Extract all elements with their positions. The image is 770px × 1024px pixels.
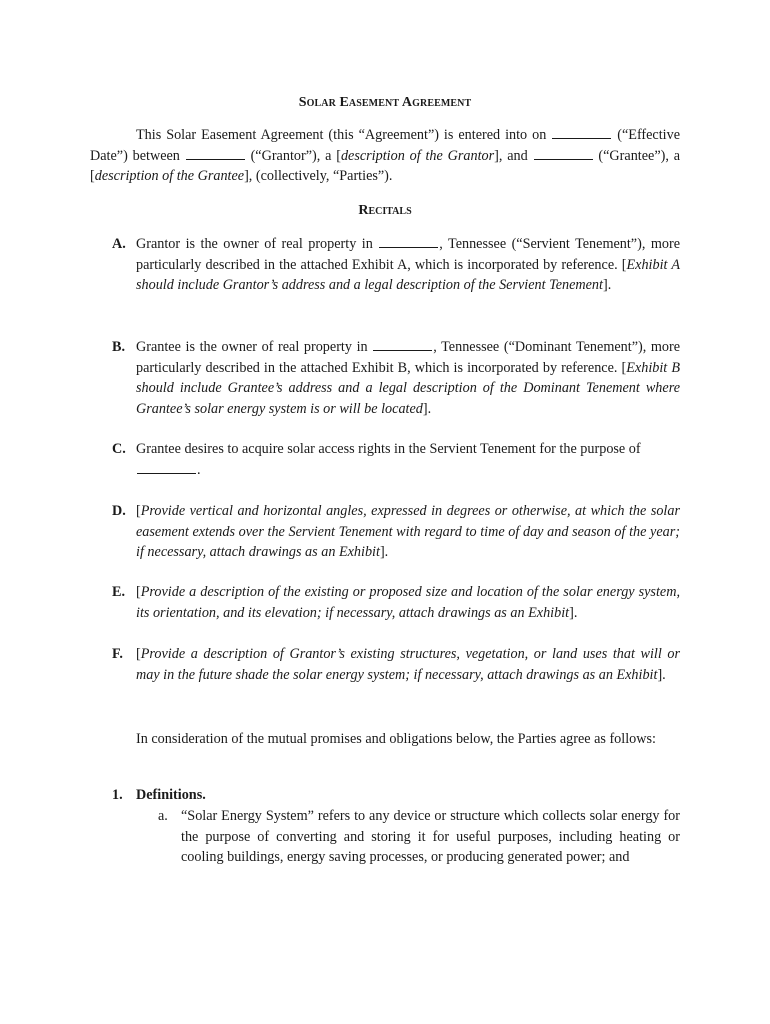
recital-label: A. [112, 236, 126, 252]
recital-text-run: [ [136, 646, 141, 662]
intro-text: ], (collectively, “Parties”). [244, 168, 393, 185]
grantor-description-placeholder: description of the Grantor [340, 147, 495, 164]
section-1-heading [112, 785, 206, 806]
blank-grantor-name[interactable] [186, 147, 245, 160]
recital-label: D. [112, 503, 126, 519]
recital-text [136, 337, 680, 419]
recital-italic-instruction: Exhibit A should include Grantor’s address and a legal description of the Servient Tenement [136, 256, 680, 294]
recital-d [112, 501, 680, 563]
recital-label: F. [112, 646, 123, 662]
recital-text-run: ]. [569, 604, 578, 621]
recital-text-run: ]. [379, 544, 389, 561]
recital-e [112, 582, 680, 623]
section-number: 1. [112, 787, 123, 803]
recital-label: B. [112, 339, 126, 355]
blank-grantee-name[interactable] [534, 147, 593, 160]
blank-servient-location[interactable] [379, 235, 438, 248]
recital-label: C. [112, 441, 126, 457]
section-title: Definitions. [136, 787, 206, 803]
recital-text-run: ]. [602, 277, 612, 294]
recital-text-run: ]. [422, 400, 432, 417]
recital-text-run: , Tennessee (“Dominant Tenement”), more particularly described in the attached Exhibit B, which is incorporated by reference. [ [136, 339, 681, 376]
recital-c [112, 439, 680, 480]
recital-b [112, 337, 680, 419]
document-title: Solar Easement Agreement [298, 95, 472, 110]
recital-text-run: . [197, 461, 201, 478]
intro-text: (“Grantor”), a [ [250, 147, 341, 164]
recital-text-run: Grantor is the owner of real property in [136, 236, 373, 252]
intro-text: This Solar Easement Agreement (this “Agreement”) is entered into on [136, 127, 547, 143]
recital-text [136, 582, 680, 623]
recital-text-run: [ [136, 503, 141, 519]
recitals-heading: Recitals [358, 203, 412, 218]
definition-text: “Solar Energy System” refers to any device or structure which collects solar energy for the purpose of converting and storing it for useful purposes, including heating or cooling buildings, energy saving processes, or producing generated power; and [181, 808, 680, 866]
intro-paragraph [90, 125, 680, 187]
recital-text-run: Grantee is the owner of real property in [136, 339, 368, 355]
recital-text-run: , Tennessee (“Servient Tenement”), more particularly described in the attached Exhibit A, which is incorporated by reference. [ [136, 236, 680, 273]
grantee-description-placeholder: description of the Grantee [94, 168, 245, 185]
consideration-paragraph: In consideration of the mutual promises and obligations below, the Parties agree as follows: [136, 731, 656, 747]
intro-text: (“Effective Date”) between [90, 127, 680, 164]
blank-dominant-location[interactable] [373, 338, 432, 351]
recital-text [136, 234, 680, 296]
intro-text: ], and [494, 147, 528, 164]
recital-f [112, 644, 680, 685]
recital-text [136, 501, 680, 563]
recital-text [136, 644, 680, 685]
recital-italic-instruction: Provide vertical and horizontal angles, expressed in degrees or otherwise, at which the solar easement extends over the Servient Tenement with regard to time of day and season of the year; if necessary, attach drawings as an Exhibit [136, 503, 680, 561]
recital-text-run: [ [136, 584, 141, 600]
definition-a [158, 806, 680, 868]
blank-effective-date[interactable] [552, 126, 611, 139]
definition-label: a. [158, 808, 168, 824]
recital-label: E. [112, 584, 126, 600]
recital-a [112, 234, 680, 296]
recital-text [136, 439, 680, 480]
recital-italic-instruction: Provide a description of the existing or proposed size and location of the solar energy system, its orientation, and its elevation; if necessary, attach drawings as an Exhibit [136, 584, 680, 621]
blank-purpose[interactable] [137, 461, 196, 474]
recital-text-run: ]. [657, 666, 666, 683]
recital-text-run: Grantee desires to acquire solar access rights in the Servient Tenement for the purpose of [136, 441, 641, 457]
intro-text: (“Grantee”), a [ [90, 147, 681, 185]
recital-italic-instruction: Exhibit B should include Grantee’s address and a legal description of the Dominant Tenement where Grantee’s solar energy system is or will be located [136, 359, 680, 417]
recital-italic-instruction: Provide a description of Grantor’s existing structures, vegetation, or land uses that will or may in the future shade the solar energy system; if necessary, attach drawings as an Exhibit [136, 646, 680, 683]
